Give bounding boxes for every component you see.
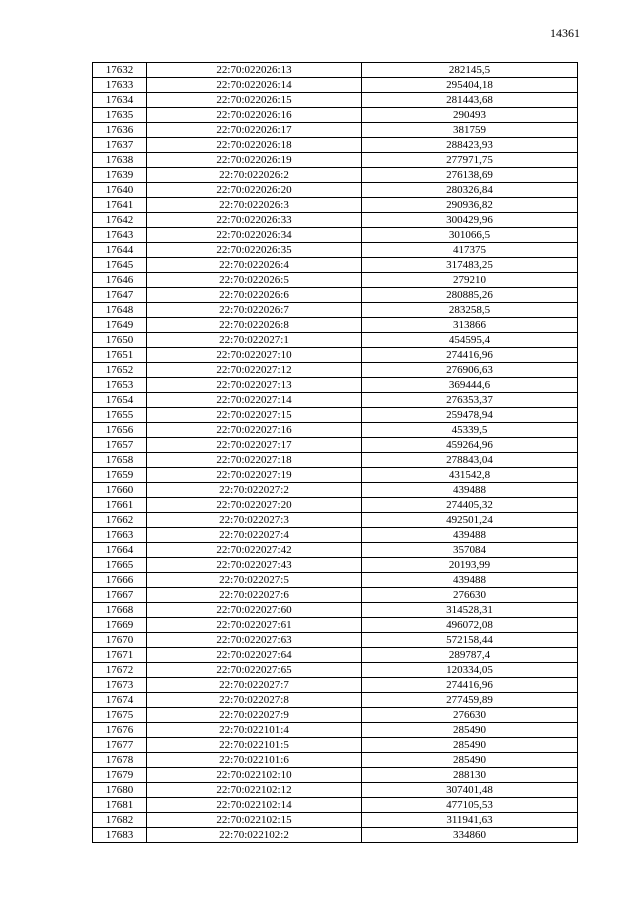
value-cell: 276630 xyxy=(362,588,578,603)
table-row xyxy=(93,363,578,378)
table-row xyxy=(93,198,578,213)
row-number-cell: 17650 xyxy=(93,333,147,348)
row-number-cell: 17658 xyxy=(93,453,147,468)
row-number-cell: 17679 xyxy=(93,768,147,783)
cadastral-number-cell: 22:70:022027:42 xyxy=(147,543,362,558)
table-row xyxy=(93,468,578,483)
cadastral-number-cell: 22:70:022027:13 xyxy=(147,378,362,393)
table-row xyxy=(93,678,578,693)
row-number-cell: 17673 xyxy=(93,678,147,693)
cadastral-number-cell: 22:70:022027:4 xyxy=(147,528,362,543)
table-row xyxy=(93,813,578,828)
row-number-cell: 17661 xyxy=(93,498,147,513)
table-row xyxy=(93,378,578,393)
cadastral-number-cell: 22:70:022027:15 xyxy=(147,408,362,423)
cadastral-number-cell: 22:70:022102:10 xyxy=(147,768,362,783)
value-cell: 278843,04 xyxy=(362,453,578,468)
row-number-cell: 17645 xyxy=(93,258,147,273)
value-cell: 285490 xyxy=(362,753,578,768)
value-cell: 280885,26 xyxy=(362,288,578,303)
cadastral-number-cell: 22:70:022026:2 xyxy=(147,168,362,183)
row-number-cell: 17665 xyxy=(93,558,147,573)
row-number-cell: 17678 xyxy=(93,753,147,768)
value-cell: 311941,63 xyxy=(362,813,578,828)
table-row xyxy=(93,603,578,618)
value-cell: 276138,69 xyxy=(362,168,578,183)
table-row xyxy=(93,438,578,453)
cadastral-number-cell: 22:70:022027:19 xyxy=(147,468,362,483)
cadastral-number-cell: 22:70:022027:63 xyxy=(147,633,362,648)
row-number-cell: 17634 xyxy=(93,93,147,108)
row-number-cell: 17680 xyxy=(93,783,147,798)
row-number-cell: 17639 xyxy=(93,168,147,183)
value-cell: 492501,24 xyxy=(362,513,578,528)
row-number-cell: 17671 xyxy=(93,648,147,663)
row-number-cell: 17656 xyxy=(93,423,147,438)
table-row xyxy=(93,798,578,813)
table-row xyxy=(93,723,578,738)
value-cell: 459264,96 xyxy=(362,438,578,453)
cadastral-number-cell: 22:70:022027:2 xyxy=(147,483,362,498)
cadastral-number-cell: 22:70:022027:9 xyxy=(147,708,362,723)
value-cell: 289787,4 xyxy=(362,648,578,663)
value-cell: 431542,8 xyxy=(362,468,578,483)
table-row xyxy=(93,513,578,528)
cadastral-number-cell: 22:70:022026:19 xyxy=(147,153,362,168)
cadastral-number-cell: 22:70:022026:6 xyxy=(147,288,362,303)
value-cell: 282145,5 xyxy=(362,63,578,78)
cadastral-number-cell: 22:70:022026:13 xyxy=(147,63,362,78)
row-number-cell: 17641 xyxy=(93,198,147,213)
table-row xyxy=(93,108,578,123)
cadastral-number-cell: 22:70:022026:33 xyxy=(147,213,362,228)
cadastral-number-cell: 22:70:022027:43 xyxy=(147,558,362,573)
table-row xyxy=(93,303,578,318)
table-row xyxy=(93,348,578,363)
row-number-cell: 17642 xyxy=(93,213,147,228)
row-number-cell: 17683 xyxy=(93,828,147,843)
row-number-cell: 17643 xyxy=(93,228,147,243)
cadastral-number-cell: 22:70:022026:14 xyxy=(147,78,362,93)
cadastral-number-cell: 22:70:022027:5 xyxy=(147,573,362,588)
table-row xyxy=(93,288,578,303)
row-number-cell: 17666 xyxy=(93,573,147,588)
row-number-cell: 17662 xyxy=(93,513,147,528)
table-row xyxy=(93,138,578,153)
value-cell: 381759 xyxy=(362,123,578,138)
cadastral-number-cell: 22:70:022027:18 xyxy=(147,453,362,468)
value-cell: 439488 xyxy=(362,528,578,543)
cadastral-number-cell: 22:70:022102:15 xyxy=(147,813,362,828)
value-cell: 301066,5 xyxy=(362,228,578,243)
table-row xyxy=(93,213,578,228)
row-number-cell: 17672 xyxy=(93,663,147,678)
value-cell: 439488 xyxy=(362,483,578,498)
row-number-cell: 17674 xyxy=(93,693,147,708)
value-cell: 290493 xyxy=(362,108,578,123)
cadastral-number-cell: 22:70:022027:61 xyxy=(147,618,362,633)
row-number-cell: 17632 xyxy=(93,63,147,78)
cadastral-value-table xyxy=(92,62,578,843)
table-row xyxy=(93,318,578,333)
value-cell: 288423,93 xyxy=(362,138,578,153)
table-row xyxy=(93,573,578,588)
value-cell: 314528,31 xyxy=(362,603,578,618)
row-number-cell: 17657 xyxy=(93,438,147,453)
value-cell: 276353,37 xyxy=(362,393,578,408)
value-cell: 295404,18 xyxy=(362,78,578,93)
value-cell: 277971,75 xyxy=(362,153,578,168)
value-cell: 300429,96 xyxy=(362,213,578,228)
value-cell: 290936,82 xyxy=(362,198,578,213)
row-number-cell: 17635 xyxy=(93,108,147,123)
value-cell: 281443,68 xyxy=(362,93,578,108)
table-row xyxy=(93,588,578,603)
cadastral-number-cell: 22:70:022027:20 xyxy=(147,498,362,513)
row-number-cell: 17649 xyxy=(93,318,147,333)
cadastral-number-cell: 22:70:022101:4 xyxy=(147,723,362,738)
table-row xyxy=(93,738,578,753)
cadastral-number-cell: 22:70:022026:4 xyxy=(147,258,362,273)
row-number-cell: 17667 xyxy=(93,588,147,603)
table-row xyxy=(93,453,578,468)
cadastral-number-cell: 22:70:022026:15 xyxy=(147,93,362,108)
table-row xyxy=(93,123,578,138)
value-cell: 274405,32 xyxy=(362,498,578,513)
row-number-cell: 17636 xyxy=(93,123,147,138)
cadastral-number-cell: 22:70:022027:7 xyxy=(147,678,362,693)
cadastral-number-cell: 22:70:022026:8 xyxy=(147,318,362,333)
row-number-cell: 17663 xyxy=(93,528,147,543)
page-number: 14361 xyxy=(550,26,580,40)
value-cell: 283258,5 xyxy=(362,303,578,318)
row-number-cell: 17664 xyxy=(93,543,147,558)
table-row xyxy=(93,483,578,498)
row-number-cell: 17682 xyxy=(93,813,147,828)
table-row xyxy=(93,768,578,783)
cadastral-number-cell: 22:70:022102:14 xyxy=(147,798,362,813)
table-row xyxy=(93,258,578,273)
table-row xyxy=(93,558,578,573)
table-row xyxy=(93,543,578,558)
row-number-cell: 17676 xyxy=(93,723,147,738)
cadastral-number-cell: 22:70:022026:34 xyxy=(147,228,362,243)
table-row xyxy=(93,153,578,168)
value-cell: 285490 xyxy=(362,723,578,738)
table-row xyxy=(93,693,578,708)
cadastral-number-cell: 22:70:022026:35 xyxy=(147,243,362,258)
value-cell: 334860 xyxy=(362,828,578,843)
table-row xyxy=(93,243,578,258)
value-cell: 313866 xyxy=(362,318,578,333)
cadastral-number-cell: 22:70:022027:17 xyxy=(147,438,362,453)
value-cell: 496072,08 xyxy=(362,618,578,633)
row-number-cell: 17633 xyxy=(93,78,147,93)
value-cell: 572158,44 xyxy=(362,633,578,648)
cadastral-number-cell: 22:70:022026:18 xyxy=(147,138,362,153)
value-cell: 276630 xyxy=(362,708,578,723)
table-row xyxy=(93,828,578,843)
table-row xyxy=(93,393,578,408)
row-number-cell: 17670 xyxy=(93,633,147,648)
value-cell: 439488 xyxy=(362,573,578,588)
row-number-cell: 17654 xyxy=(93,393,147,408)
row-number-cell: 17652 xyxy=(93,363,147,378)
value-cell: 277459,89 xyxy=(362,693,578,708)
row-number-cell: 17647 xyxy=(93,288,147,303)
table-row xyxy=(93,753,578,768)
value-cell: 307401,48 xyxy=(362,783,578,798)
cadastral-number-cell: 22:70:022026:7 xyxy=(147,303,362,318)
table-row xyxy=(93,93,578,108)
value-cell: 280326,84 xyxy=(362,183,578,198)
value-cell: 279210 xyxy=(362,273,578,288)
table-row xyxy=(93,63,578,78)
row-number-cell: 17638 xyxy=(93,153,147,168)
row-number-cell: 17681 xyxy=(93,798,147,813)
table-row xyxy=(93,783,578,798)
row-number-cell: 17677 xyxy=(93,738,147,753)
table-row xyxy=(93,618,578,633)
table-row xyxy=(93,333,578,348)
cadastral-number-cell: 22:70:022026:20 xyxy=(147,183,362,198)
value-cell: 274416,96 xyxy=(362,348,578,363)
value-cell: 454595,4 xyxy=(362,333,578,348)
value-cell: 45339,5 xyxy=(362,423,578,438)
row-number-cell: 17651 xyxy=(93,348,147,363)
cadastral-number-cell: 22:70:022102:2 xyxy=(147,828,362,843)
cadastral-number-cell: 22:70:022027:6 xyxy=(147,588,362,603)
value-cell: 477105,53 xyxy=(362,798,578,813)
cadastral-number-cell: 22:70:022026:16 xyxy=(147,108,362,123)
cadastral-number-cell: 22:70:022027:10 xyxy=(147,348,362,363)
row-number-cell: 17653 xyxy=(93,378,147,393)
cadastral-number-cell: 22:70:022027:60 xyxy=(147,603,362,618)
value-cell: 285490 xyxy=(362,738,578,753)
cadastral-number-cell: 22:70:022026:3 xyxy=(147,198,362,213)
value-cell: 20193,99 xyxy=(362,558,578,573)
row-number-cell: 17655 xyxy=(93,408,147,423)
table-row xyxy=(93,633,578,648)
cadastral-number-cell: 22:70:022101:5 xyxy=(147,738,362,753)
cadastral-number-cell: 22:70:022026:17 xyxy=(147,123,362,138)
value-cell: 276906,63 xyxy=(362,363,578,378)
cadastral-number-cell: 22:70:022027:12 xyxy=(147,363,362,378)
row-number-cell: 17669 xyxy=(93,618,147,633)
table-row xyxy=(93,168,578,183)
cadastral-number-cell: 22:70:022027:1 xyxy=(147,333,362,348)
row-number-cell: 17659 xyxy=(93,468,147,483)
table-body xyxy=(93,63,578,843)
row-number-cell: 17644 xyxy=(93,243,147,258)
value-cell: 417375 xyxy=(362,243,578,258)
table-row xyxy=(93,648,578,663)
cadastral-number-cell: 22:70:022027:16 xyxy=(147,423,362,438)
table-row xyxy=(93,708,578,723)
table-row xyxy=(93,423,578,438)
value-cell: 120334,05 xyxy=(362,663,578,678)
table-row xyxy=(93,498,578,513)
cadastral-number-cell: 22:70:022027:14 xyxy=(147,393,362,408)
value-cell: 357084 xyxy=(362,543,578,558)
value-cell: 288130 xyxy=(362,768,578,783)
value-cell: 317483,25 xyxy=(362,258,578,273)
table-row xyxy=(93,408,578,423)
table-row xyxy=(93,663,578,678)
value-cell: 274416,96 xyxy=(362,678,578,693)
cadastral-number-cell: 22:70:022102:12 xyxy=(147,783,362,798)
table-row xyxy=(93,78,578,93)
cadastral-number-cell: 22:70:022027:8 xyxy=(147,693,362,708)
cadastral-number-cell: 22:70:022027:3 xyxy=(147,513,362,528)
row-number-cell: 17648 xyxy=(93,303,147,318)
row-number-cell: 17637 xyxy=(93,138,147,153)
row-number-cell: 17640 xyxy=(93,183,147,198)
row-number-cell: 17660 xyxy=(93,483,147,498)
table-row xyxy=(93,273,578,288)
cadastral-number-cell: 22:70:022027:65 xyxy=(147,663,362,678)
cadastral-number-cell: 22:70:022027:64 xyxy=(147,648,362,663)
table-row xyxy=(93,228,578,243)
table-row xyxy=(93,183,578,198)
cadastral-number-cell: 22:70:022101:6 xyxy=(147,753,362,768)
cadastral-number-cell: 22:70:022026:5 xyxy=(147,273,362,288)
table-row xyxy=(93,528,578,543)
value-cell: 369444,6 xyxy=(362,378,578,393)
value-cell: 259478,94 xyxy=(362,408,578,423)
row-number-cell: 17668 xyxy=(93,603,147,618)
row-number-cell: 17646 xyxy=(93,273,147,288)
row-number-cell: 17675 xyxy=(93,708,147,723)
